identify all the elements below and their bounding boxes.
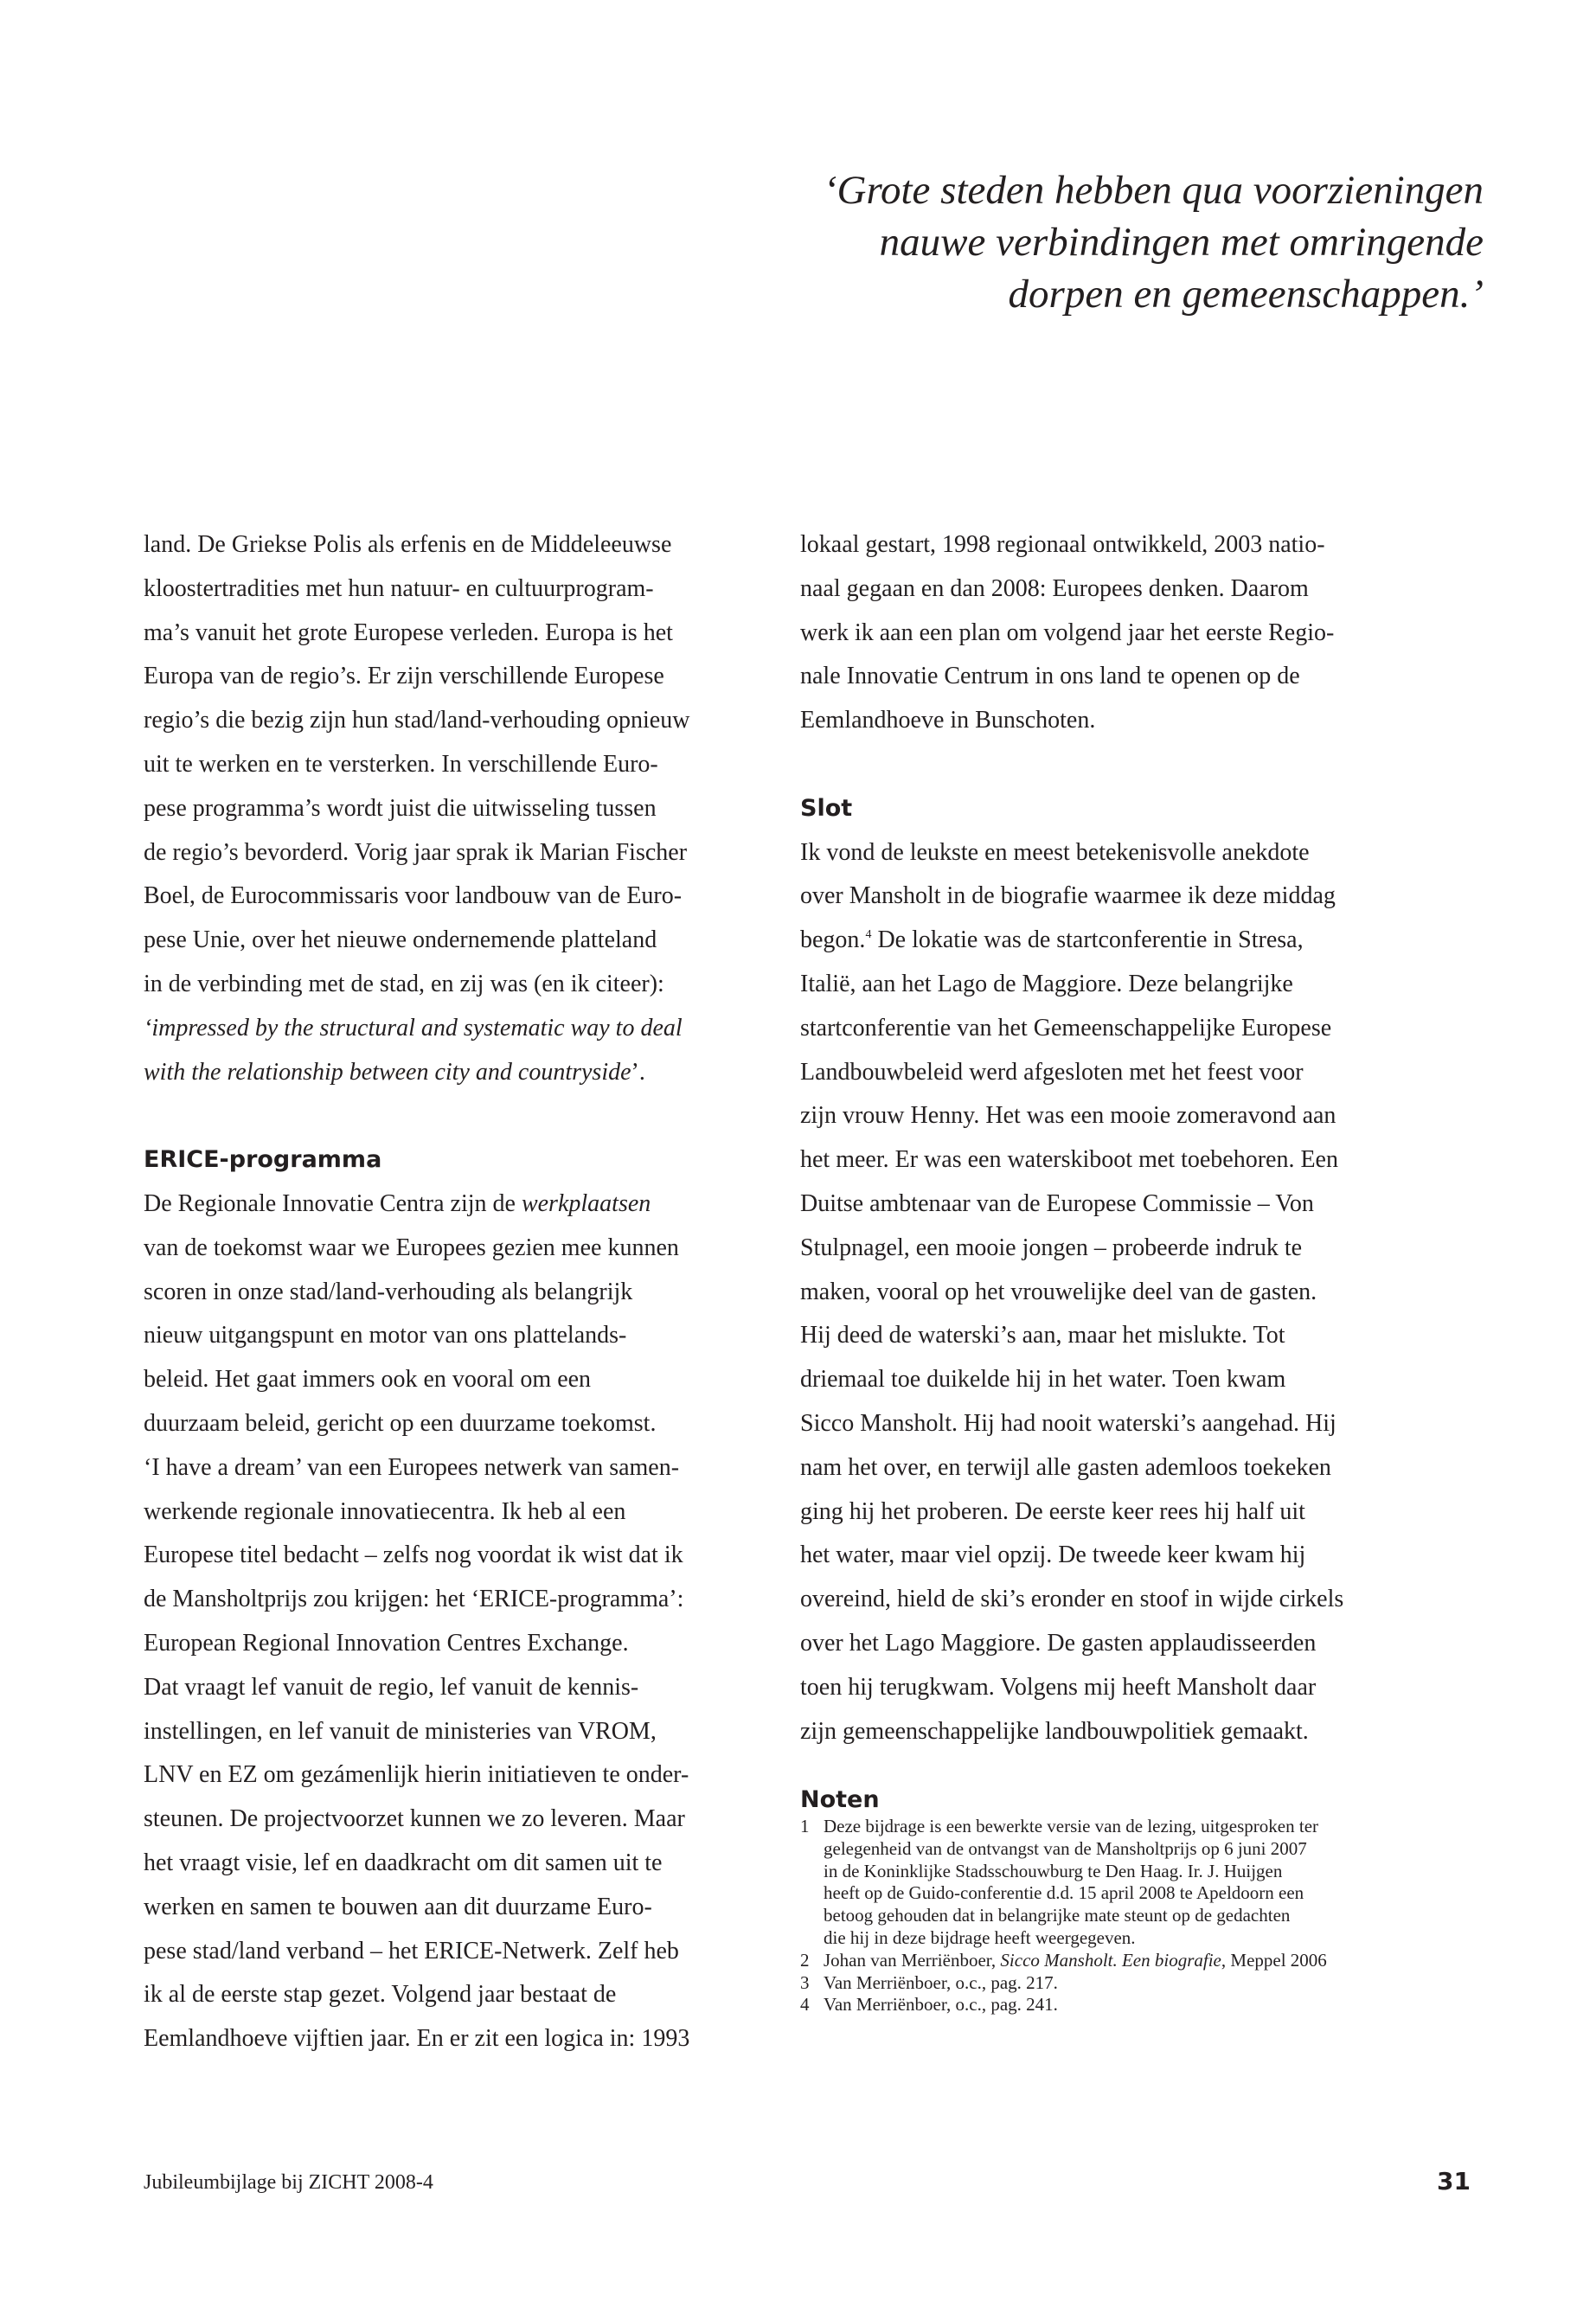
text-line: driemaal toe duikelde hij in het water. Toen kwam bbox=[800, 1366, 1286, 1394]
text-line: het meer. Er was een waterskiboot met toebehoren. Een bbox=[800, 1146, 1338, 1174]
paragraph-gap bbox=[800, 743, 1423, 787]
footnote-line: Van Merriënboer, o.c., pag. 217. bbox=[824, 1971, 1058, 1993]
text-line: de Mansholtprijs zou krijgen: het ‘ERICE-programma’: bbox=[144, 1586, 684, 1613]
quoted-text-line bbox=[144, 1051, 749, 1095]
text-line: pese programma’s wordt juist die uitwisseling tussen bbox=[144, 794, 657, 822]
footnote-line: die hij in deze bijdrage heeft weergegeven. bbox=[824, 1926, 1136, 1948]
section-heading-slot: Slot bbox=[800, 794, 853, 822]
text-line: ik al de eerste stap gezet. Volgend jaar bestaat de bbox=[144, 1981, 617, 2009]
text-run: De lokatie was de startconferentie in Stresa, bbox=[871, 926, 1304, 954]
emphasis-text: werkplaatsen bbox=[521, 1189, 651, 1217]
text-line: scoren in onze stad/land-verhouding als belangrijk bbox=[144, 1278, 633, 1305]
text-line: toen hij terugkwam. Volgens mij heeft Mansholt daar bbox=[800, 1673, 1317, 1701]
section-heading-erice: ERICE-programma bbox=[144, 1146, 382, 1174]
text-line: kloostertradities met hun natuur- en cultuurprogram- bbox=[144, 574, 654, 602]
footnote-number: 2 bbox=[800, 1949, 810, 1971]
text-run: De Regionale Innovatie Centra zijn de bbox=[144, 1189, 522, 1217]
text-line: Eemlandhoeve in Bunschoten. bbox=[800, 707, 1096, 734]
text-line: LNV en EZ om gezámenlijk hierin initiatieven te onder- bbox=[144, 1761, 689, 1789]
footnote-line: gelegenheid van de ontvangst van de Mansholtprijs op 6 juni 2007 bbox=[824, 1837, 1307, 1859]
text-line: pese Unie, over het nieuwe ondernemende platteland bbox=[144, 926, 657, 954]
text-line: nam het over, en terwijl alle gasten ademloos toekeken bbox=[800, 1453, 1331, 1481]
text-line bbox=[144, 1183, 749, 1227]
text-line: in de verbinding met de stad, en zij was (en ik citeer): bbox=[144, 970, 664, 997]
text-line: Ik vond de leukste en meest betekenisvolle anekdote bbox=[800, 838, 1310, 866]
text-line: nale Innovatie Centrum in ons land te openen op de bbox=[800, 663, 1300, 690]
text-run: Johan van Merriënboer, bbox=[824, 1949, 1001, 1971]
text-run: , Meppel 2006 bbox=[1221, 1949, 1327, 1971]
erice-paragraph bbox=[144, 1183, 749, 2061]
right-column bbox=[800, 523, 1423, 1753]
pull-quote-line: dorpen en gemeenschappen.’ bbox=[1008, 272, 1484, 317]
footnote-2 bbox=[800, 1950, 1423, 1972]
footnote-number: 3 bbox=[800, 1971, 810, 1993]
text-line: uit te werken en te versterken. In verschillende Euro- bbox=[144, 750, 658, 778]
text-line: ging hij het proberen. De eerste keer rees hij half uit bbox=[800, 1497, 1305, 1525]
slot-paragraph bbox=[800, 831, 1423, 1754]
footnote-number: 4 bbox=[800, 1994, 810, 2016]
text-line: Stulpnagel, een mooie jongen – probeerde indruk te bbox=[800, 1234, 1303, 1261]
footnote-line: heeft op de Guido-conferentie d.d. 15 april 2008 te Apeldoorn een bbox=[824, 1882, 1304, 1904]
footnote-1 bbox=[800, 1816, 1423, 1950]
footnote-number: 1 bbox=[800, 1816, 810, 1836]
text-line: Duitse ambtenaar van de Europese Commissie – Von bbox=[800, 1189, 1314, 1217]
footnotes bbox=[800, 1785, 1423, 2016]
pull-quote-line: ‘Grote steden hebben qua voorzieningen bbox=[823, 168, 1484, 213]
text-line: steunen. De projectvoorzet kunnen we zo leveren. Maar bbox=[144, 1805, 685, 1833]
quoted-text: with the relationship between city and countryside bbox=[144, 1058, 631, 1086]
text-line: startconferentie van het Gemeenschappelijke Europese bbox=[800, 1014, 1332, 1042]
footer-publication: Jubileumbijlage bij ZICHT 2008-4 bbox=[144, 2171, 433, 2194]
text-line: het water, maar viel opzij. De tweede keer kwam hij bbox=[800, 1541, 1306, 1569]
text-line: Dat vraagt lef vanuit de regio, lef vanuit de kennis- bbox=[144, 1673, 639, 1701]
text-line: de regio’s bevorderd. Vorig jaar sprak ik Marian Fischer bbox=[144, 838, 688, 866]
notes-heading: Noten bbox=[800, 1786, 880, 1813]
footnote-line: Van Merriënboer, o.c., pag. 241. bbox=[824, 1994, 1058, 2016]
text-run: begon. bbox=[800, 926, 866, 954]
text-line: Italië, aan het Lago de Maggiore. Deze belangrijke bbox=[800, 970, 1293, 997]
text-line: regio’s die bezig zijn hun stad/land-verhouding opnieuw bbox=[144, 707, 690, 734]
left-column bbox=[144, 523, 749, 2061]
book-title: Sicco Mansholt. Een biografie bbox=[1000, 1949, 1221, 1971]
text-line: zijn vrouw Henny. Het was een mooie zomeravond aan bbox=[800, 1102, 1336, 1130]
text-line: Boel, de Eurocommissaris voor landbouw van de Euro- bbox=[144, 882, 683, 910]
text-line: het vraagt visie, lef en daadkracht om dit samen uit te bbox=[144, 1849, 663, 1876]
footnote-reference[interactable]: 4 bbox=[865, 928, 872, 942]
footnote-4 bbox=[800, 1994, 1423, 2016]
text-line: land. De Griekse Polis als erfenis en de Middeleeuwse bbox=[144, 531, 672, 558]
footnote-line bbox=[824, 1950, 1423, 1972]
text-line: nieuw uitgangspunt en motor van ons plattelands- bbox=[144, 1322, 627, 1349]
text-line: van de toekomst waar we Europees gezien mee kunnen bbox=[144, 1234, 679, 1261]
text-line: Europa van de regio’s. Er zijn verschillende Europese bbox=[144, 663, 664, 690]
text-line: overeind, hield de ski’s eronder en stoof in wijde cirkels bbox=[800, 1586, 1344, 1613]
text-line: over Mansholt in de biografie waarmee ik deze middag bbox=[800, 882, 1336, 910]
footnote-3 bbox=[800, 1972, 1423, 1995]
pull-quote-line: nauwe verbindingen met omringende bbox=[879, 220, 1484, 265]
paragraph-gap bbox=[144, 1094, 749, 1138]
page-number: 31 bbox=[1437, 2167, 1471, 2195]
quoted-text-line: ‘impressed by the structural and systematic way to deal bbox=[144, 1014, 683, 1042]
text-line: werken en samen te bouwen aan dit duurzame Euro- bbox=[144, 1893, 652, 1920]
text-line: werk ik aan een plan om volgend jaar het eerste Regio- bbox=[800, 619, 1335, 646]
text-line: ma’s vanuit het grote Europese verleden. Europa is het bbox=[144, 619, 673, 646]
quote-closing: ’. bbox=[631, 1058, 645, 1086]
intro-paragraph bbox=[800, 523, 1423, 743]
text-line: naal gegaan en dan 2008: Europees denken. Daarom bbox=[800, 574, 1309, 602]
text-line: lokaal gestart, 1998 regionaal ontwikkeld, 2003 natio- bbox=[800, 531, 1325, 558]
text-line: beleid. Het gaat immers ook en vooral om een bbox=[144, 1366, 592, 1394]
text-line: zijn gemeenschappelijke landbouwpolitiek gemaakt. bbox=[800, 1717, 1309, 1745]
text-line: duurzaam beleid, gericht op een duurzame toekomst. bbox=[144, 1409, 657, 1437]
text-line: werkende regionale innovatiecentra. Ik heb al een bbox=[144, 1497, 626, 1525]
text-line: European Regional Innovation Centres Exchange. bbox=[144, 1629, 629, 1657]
text-line: Eemlandhoeve vijftien jaar. En er zit een logica in: 1993 bbox=[144, 2025, 690, 2053]
footnote-line: Deze bijdrage is een bewerkte versie van de lezing, uitgesproken ter bbox=[824, 1816, 1319, 1836]
pull-quote bbox=[619, 164, 1484, 320]
text-line: Europese titel bedacht – zelfs nog voordat ik wist dat ik bbox=[144, 1541, 683, 1569]
intro-paragraph bbox=[144, 523, 749, 1094]
text-line: over het Lago Maggiore. De gasten applaudisseerden bbox=[800, 1629, 1317, 1657]
text-line: ‘I have a dream’ van een Europees netwerk van samen- bbox=[144, 1453, 680, 1481]
text-line: Hij deed de waterski’s aan, maar het mislukte. Tot bbox=[800, 1322, 1285, 1349]
text-line bbox=[800, 919, 1423, 963]
text-line: Sicco Mansholt. Hij had nooit waterski’s aangehad. Hij bbox=[800, 1409, 1336, 1437]
text-line: maken, vooral op het vrouwelijke deel van de gasten. bbox=[800, 1278, 1317, 1305]
footnote-line: in de Koninklijke Stadsschouwburg te Den Haag. Ir. J. Huijgen bbox=[824, 1860, 1283, 1881]
text-line: Landbouwbeleid werd afgesloten met het feest voor bbox=[800, 1058, 1304, 1086]
footnote-line: betoog gehouden dat in belangrijke mate steunt op de gedachten bbox=[824, 1905, 1291, 1926]
text-line: pese stad/land verband – het ERICE-Netwerk. Zelf heb bbox=[144, 1937, 679, 1965]
text-line: instellingen, en lef vanuit de ministeries van VROM, bbox=[144, 1717, 657, 1745]
